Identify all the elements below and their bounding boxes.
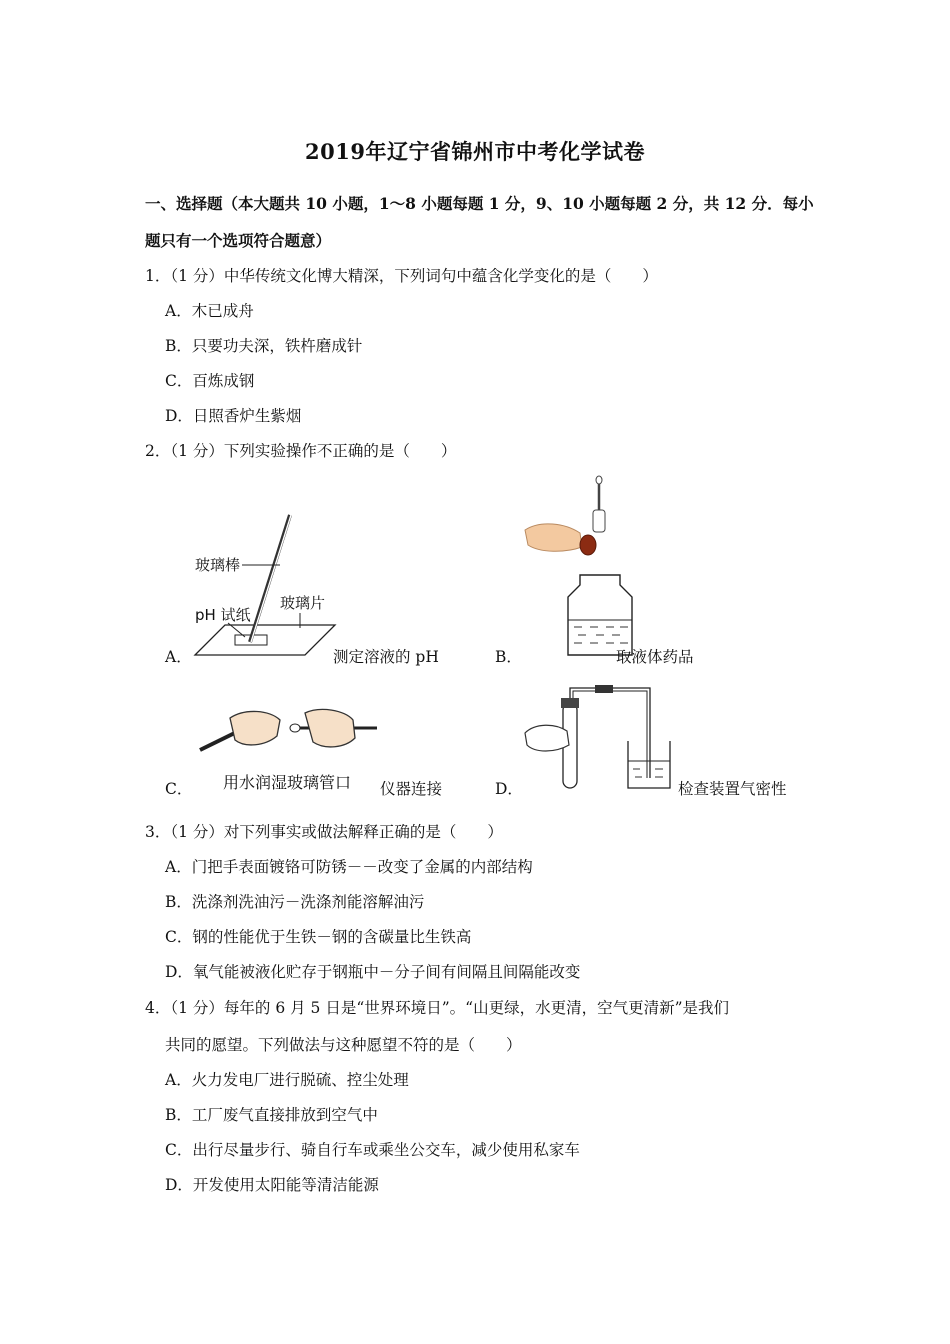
label-ph-paper: pH 试纸 (195, 606, 251, 624)
question-4-option-a: A．火力发电厂进行脱硫、控尘处理 (165, 1071, 409, 1089)
question-3-option-b: B．洗涤剂洗油污－洗涤剂能溶解油污 (165, 893, 425, 911)
question-2-stem: 2．（1 分）下列实验操作不正确的是（ ） (145, 442, 457, 460)
question-1-option-c: C．百炼成钢 (165, 372, 255, 390)
question-2-option-b-letter: B． (495, 648, 522, 666)
question-3-option-c: C．钢的性能优于生铁－钢的含碳量比生铁高 (165, 928, 472, 946)
section-heading-line1: 一、选择题（本大题共 10 小题，1～8 小题每题 1 分，9、10 小题每题 2 分，共 12 分．每小 (145, 194, 814, 213)
question-1-option-a: A．木已成舟 (165, 302, 254, 320)
question-4-option-b: B．工厂废气直接排放到空气中 (165, 1106, 378, 1124)
question-2-option-d-letter: D． (495, 780, 523, 798)
question-4-option-c: C．出行尽量步行、骑自行车或乘坐公交车，减少使用私家车 (165, 1141, 580, 1159)
label-glass-slide: 玻璃片 (280, 594, 326, 612)
question-2-option-c-caption: 仪器连接 (380, 780, 443, 798)
question-3-option-d: D．氧气能被液化贮存于钢瓶中－分子间有间隔且间隔能改变 (165, 963, 581, 981)
question-4-stem-line2: 共同的愿望。下列做法与这种愿望不符的是（ ） (165, 1036, 522, 1054)
question-3-stem: 3．（1 分）对下列事实或做法解释正确的是（ ） (145, 823, 503, 841)
question-2-option-a-letter: A． (165, 648, 192, 666)
section-heading-line2: 题只有一个选项符合题意） (145, 231, 332, 250)
airtightness-figure (525, 683, 675, 793)
question-4-stem-line1: 4．（1 分）每年的 6 月 5 日是“世界环境日”。“山更绿，水更清，空气更清新”是我们 (145, 999, 730, 1017)
question-2-option-d-caption: 检查装置气密性 (678, 780, 787, 798)
question-1-option-b: B．只要功夫深，铁杵磨成针 (165, 337, 363, 355)
question-1-stem: 1．（1 分）中华传统文化博大精深，下列词句中蕴含化学变化的是（ ） (145, 267, 658, 285)
question-2-option-b-caption: 取液体药品 (616, 648, 694, 666)
page-title: 2019年辽宁省锦州市中考化学试卷 (305, 139, 645, 164)
question-3-option-a: A．门把手表面镀铬可防锈－－改变了金属的内部结构 (165, 858, 533, 876)
label-wet-tube: 用水润湿玻璃管口 (223, 773, 352, 792)
tube-connection-figure (195, 698, 385, 793)
question-2-option-c-letter: C． (165, 780, 193, 798)
dropper-bottle-figure (520, 475, 620, 660)
question-4-option-d: D．开发使用太阳能等清洁能源 (165, 1176, 379, 1194)
question-1-option-d: D．日照香炉生紫烟 (165, 407, 302, 425)
label-glass-rod: 玻璃棒 (195, 556, 241, 574)
ph-test-figure (190, 510, 340, 660)
question-2-option-a-caption: 测定溶液的 pH (333, 648, 439, 666)
